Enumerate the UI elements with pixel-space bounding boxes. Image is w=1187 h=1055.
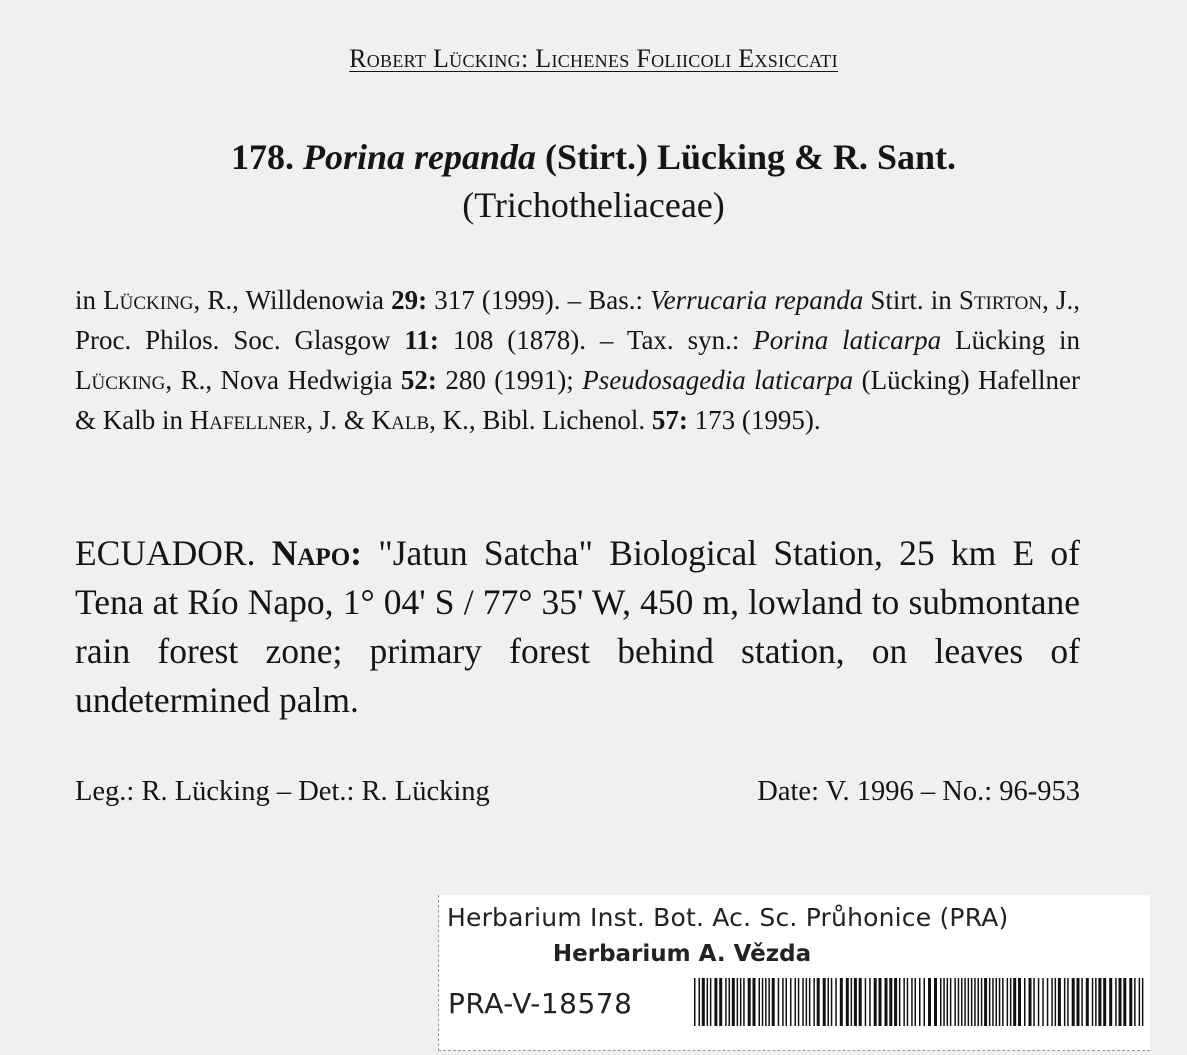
basionym: Verrucaria repanda [650,285,864,315]
locality-text: "Jatun Satcha" Biological Station, 25 km E of Tena at Río Napo, 1° 04' S / 77° 35' W, 450 m, lowland to submontane rain forest zone; primary forest behind station, on leaves of undetermined palm. [75,533,1081,720]
collector-determiner: Leg.: R. Lücking – Det.: R. Lücking [75,776,490,807]
volume-number: 52: [400,365,437,395]
synonym: Porina laticarpa [753,325,942,355]
species-name: Porina repanda [302,137,536,177]
locality-description [75,529,1080,725]
barcode-icon [694,978,1144,1026]
herbarium-collection: Herbarium A. Vězda [552,941,812,967]
author-name: Lücking [103,285,194,315]
volume-number: 29: [391,285,428,315]
province: Napo: [271,533,362,573]
exsiccata-number: 178. [230,137,294,177]
synonym: Pseudosagedia laticarpa [582,365,854,395]
species-title [0,136,1187,178]
herbarium-label [438,895,1150,1051]
author-name: Kalb [371,405,430,435]
nomenclature-citation: in Lücking, R., Willdenowia 29: 317 (1999). – Bas.: Verrucaria repanda Stirt. in Stirton, J., Proc. Philos. Soc. Glasgow 11: 108 (1878). – Tax. syn.: Porina laticarpa Lücking in Lücking, R., Nova Hedwigia 52: 280 (1991); Pseudosagedia laticarpa (Lücking) Hafellner & Kalb in Hafellner, J. & Kalb, K., Bibl. Lichenol. 57: 173 (1995). [75,285,1080,435]
volume-number: 57: [651,405,688,435]
family-name: (Trichotheliaceae) [462,185,725,225]
specimen-id: PRA-V-18578 [448,987,633,1020]
series-title-text: Robert Lücking: Lichenes Foliicoli Exsiccati [349,44,838,73]
author-name: Lücking [75,365,166,395]
author-name: Stirton [958,285,1043,315]
collection-date-number: Date: V. 1996 – No.: 96-953 [757,776,1080,807]
author-name: Hafellner [189,405,307,435]
series-title [0,44,1187,74]
species-authority: (Stirt.) Lücking & R. Sant. [545,137,957,177]
volume-number: 11: [404,325,439,355]
country: ECUADOR. [75,533,256,573]
herbarium-institution: Herbarium Inst. Bot. Ac. Sc. Průhonice (PRA) [447,903,1009,932]
